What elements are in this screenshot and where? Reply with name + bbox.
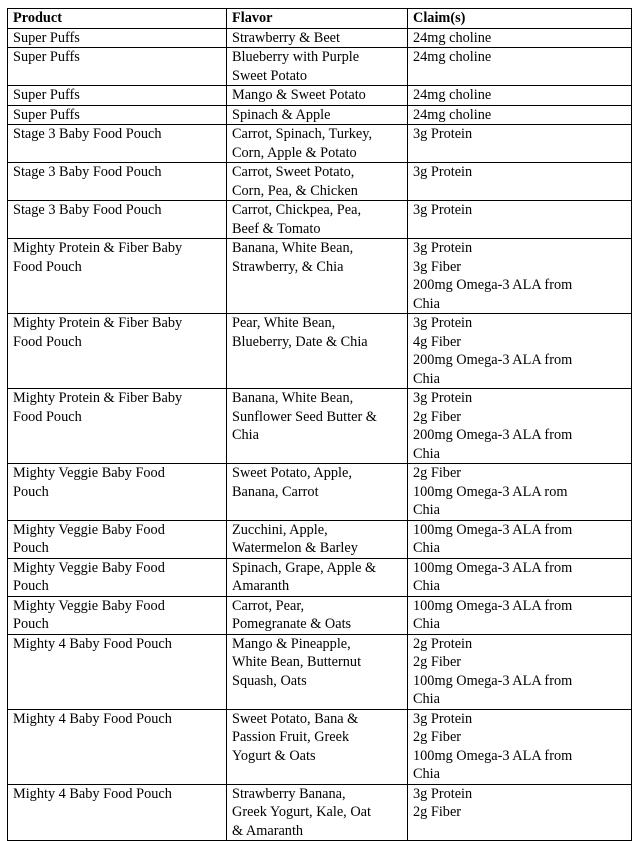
table-row [8, 314, 632, 389]
claims-cell-line: 24mg choline [413, 106, 492, 123]
claims-cell-line: 100mg Omega-3 ALA from [413, 747, 573, 764]
claims-cell [408, 596, 632, 634]
table-row [8, 105, 632, 125]
claims-cell-line: 3g Fiber [413, 258, 462, 275]
flavor-cell [227, 201, 408, 239]
flavor-cell-line: Carrot, Pear, [232, 597, 305, 614]
product-cell [8, 105, 227, 125]
flavor-cell [227, 314, 408, 389]
claims-cell-line: 2g Fiber [413, 408, 462, 425]
claims-cell-line: 200mg Omega-3 ALA from [413, 352, 573, 368]
product-cell [8, 464, 227, 521]
table-row [8, 464, 632, 521]
flavor-cell [227, 105, 408, 125]
product-cell-line: Super Puffs [13, 87, 80, 103]
product-cell-line: Mighty Veggie Baby Food [13, 559, 165, 576]
flavor-cell [227, 709, 408, 784]
product-cell [8, 709, 227, 784]
header-row [8, 9, 632, 29]
claims-cell [408, 105, 632, 125]
flavor-cell [227, 28, 408, 48]
product-cell-line: Mighty Protein & Fiber Baby [13, 390, 183, 406]
claims-cell-line: Chia [413, 578, 441, 594]
product-cell [8, 314, 227, 389]
claims-cell [408, 163, 632, 201]
claims-cell-line: 200mg Omega-3 ALA from [413, 427, 573, 443]
claims-cell-line: 100mg Omega-3 ALA from [413, 559, 573, 576]
flavor-cell-line: Banana, White Bean, [232, 390, 354, 406]
flavor-cell-line: & Amaranth [232, 822, 304, 839]
flavor-cell [227, 520, 408, 558]
product-cell-line: Food Pouch [13, 333, 82, 350]
flavor-cell-line: Blueberry with Purple [232, 49, 360, 65]
claims-cell-line: 3g Protein [413, 785, 473, 802]
claims-cell-line: 100mg Omega-3 ALA rom [413, 483, 568, 500]
claims-cell-line: 3g Protein [413, 390, 473, 406]
table-row [8, 784, 632, 841]
header-flavor: Flavor [227, 9, 408, 29]
product-cell-line: Pouch [13, 578, 49, 594]
claims-cell [408, 86, 632, 106]
flavor-cell-line: Sweet Potato, Apple, [232, 465, 352, 481]
product-cell-line: Super Puffs [13, 106, 80, 123]
claims-cell-line: Chia [413, 766, 441, 782]
claims-cell-line: 3g Protein [413, 315, 473, 331]
claims-cell-line: 3g Protein [413, 164, 473, 180]
claims-cell-line: 100mg Omega-3 ALA from [413, 521, 573, 538]
flavor-cell-line: Strawberry Banana, [232, 785, 346, 802]
flavor-cell-line: Pear, White Bean, [232, 315, 336, 331]
flavor-cell-line: Spinach & Apple [232, 106, 331, 123]
claims-cell [408, 239, 632, 314]
product-cell-line: Mighty 4 Baby Food Pouch [13, 785, 172, 802]
product-cell-line: Mighty Veggie Baby Food [13, 597, 165, 614]
product-cell [8, 163, 227, 201]
claims-cell-line: 2g Fiber [413, 729, 462, 745]
flavor-cell-line: Corn, Pea, & Chicken [232, 182, 358, 199]
flavor-cell [227, 239, 408, 314]
flavor-cell-line: Mango & Sweet Potato [232, 87, 366, 103]
table-row [8, 239, 632, 314]
table-body [8, 28, 632, 841]
product-cell-line: Pouch [13, 616, 49, 632]
claims-cell [408, 520, 632, 558]
claims-cell-line: 3g Protein [413, 240, 473, 256]
flavor-cell [227, 86, 408, 106]
claims-cell-line: Chia [413, 540, 441, 556]
product-cell-line: Mighty 4 Baby Food Pouch [13, 635, 172, 652]
table-row [8, 558, 632, 596]
product-cell-line: Mighty Veggie Baby Food [13, 521, 165, 538]
flavor-cell-line: Banana, White Bean, [232, 240, 354, 256]
flavor-cell-line: Banana, Carrot [232, 483, 319, 500]
table-row [8, 28, 632, 48]
product-cell-line: Stage 3 Baby Food Pouch [13, 164, 162, 180]
product-cell-line: Stage 3 Baby Food Pouch [13, 202, 162, 218]
flavor-cell [227, 784, 408, 841]
product-cell [8, 86, 227, 106]
claims-cell-line: Chia [413, 370, 441, 387]
table-row [8, 86, 632, 106]
product-cell-line: Mighty Veggie Baby Food [13, 465, 165, 481]
table-row [8, 201, 632, 239]
claims-cell-line: 4g Fiber [413, 333, 462, 350]
product-cell [8, 389, 227, 464]
flavor-cell-line: Corn, Apple & Potato [232, 144, 357, 161]
claims-cell-line: 2g Protein [413, 635, 473, 652]
product-cell-line: Mighty Protein & Fiber Baby [13, 240, 183, 256]
product-cell [8, 558, 227, 596]
flavor-cell-line: Watermelon & Barley [232, 540, 358, 556]
claims-cell-line: 3g Protein [413, 710, 473, 727]
product-cell-line: Super Puffs [13, 49, 80, 65]
product-cell-line: Mighty 4 Baby Food Pouch [13, 710, 172, 727]
table-row [8, 125, 632, 163]
claims-cell-line: 200mg Omega-3 ALA from [413, 277, 573, 293]
flavor-cell [227, 48, 408, 86]
table-row [8, 163, 632, 201]
product-cell-line: Mighty Protein & Fiber Baby [13, 315, 183, 331]
product-cell [8, 28, 227, 48]
table-row [8, 596, 632, 634]
flavor-cell-line: Strawberry, & Chia [232, 258, 344, 275]
flavor-cell [227, 634, 408, 709]
claims-cell [408, 558, 632, 596]
flavor-cell-line: Zucchini, Apple, [232, 521, 328, 538]
claims-cell [408, 314, 632, 389]
flavor-cell-line: Sweet Potato, Bana & [232, 710, 359, 727]
table-row [8, 48, 632, 86]
product-cell [8, 596, 227, 634]
product-cell-line: Pouch [13, 540, 49, 556]
product-cell-line: Food Pouch [13, 258, 82, 275]
claims-cell-line: 100mg Omega-3 ALA from [413, 597, 573, 614]
claims-cell-line: Chia [413, 295, 441, 312]
claims-cell-line: 100mg Omega-3 ALA from [413, 672, 573, 689]
product-claims-table [7, 8, 632, 841]
product-cell [8, 201, 227, 239]
claims-cell [408, 389, 632, 464]
flavor-cell [227, 596, 408, 634]
flavor-cell-line: Carrot, Spinach, Turkey, [232, 126, 373, 142]
flavor-cell-line: Greek Yogurt, Kale, Oat [232, 804, 371, 820]
flavor-cell-line: Spinach, Grape, Apple & [232, 559, 377, 576]
product-cell [8, 634, 227, 709]
claims-cell [408, 125, 632, 163]
claims-cell-line: 24mg choline [413, 29, 492, 46]
table-header [8, 9, 632, 29]
table-row [8, 709, 632, 784]
flavor-cell-line: Amaranth [232, 578, 290, 594]
claims-cell-line: Chia [413, 691, 441, 707]
flavor-cell-line: Sunflower Seed Butter & [232, 408, 377, 425]
flavor-cell-line: Mango & Pineapple, [232, 635, 351, 652]
claims-cell-line: Chia [413, 445, 441, 462]
claims-cell-line: 3g Protein [413, 126, 473, 142]
claims-cell [408, 28, 632, 48]
claims-cell [408, 201, 632, 239]
flavor-cell-line: Sweet Potato [232, 67, 308, 84]
product-cell [8, 784, 227, 841]
claims-cell [408, 784, 632, 841]
flavor-cell [227, 125, 408, 163]
flavor-cell-line: Chia [232, 427, 260, 443]
product-cell [8, 125, 227, 163]
flavor-cell-line: Blueberry, Date & Chia [232, 333, 368, 350]
claims-cell-line: 24mg choline [413, 49, 492, 65]
flavor-cell-line: White Bean, Butternut [232, 654, 362, 670]
claims-cell-line: 2g Fiber [413, 465, 462, 481]
flavor-cell [227, 163, 408, 201]
flavor-cell-line: Beef & Tomato [232, 220, 321, 237]
flavor-cell [227, 558, 408, 596]
header-product: Product [8, 9, 227, 29]
product-cell [8, 520, 227, 558]
claims-cell [408, 709, 632, 784]
flavor-cell [227, 464, 408, 521]
flavor-cell-line: Yogurt & Oats [232, 747, 316, 764]
product-cell [8, 239, 227, 314]
claims-cell-line: Chia [413, 502, 441, 518]
product-cell-line: Pouch [13, 483, 49, 500]
flavor-cell-line: Carrot, Sweet Potato, [232, 164, 355, 180]
flavor-cell-line: Strawberry & Beet [232, 29, 340, 46]
claims-cell-line: 2g Fiber [413, 654, 462, 670]
flavor-cell-line: Squash, Oats [232, 672, 307, 689]
product-cell-line: Super Puffs [13, 29, 80, 46]
header-claims: Claim(s) [408, 9, 632, 29]
claims-cell-line: 2g Fiber [413, 804, 462, 820]
flavor-cell-line: Passion Fruit, Greek [232, 729, 350, 745]
claims-cell-line: 3g Protein [413, 202, 473, 218]
product-cell [8, 48, 227, 86]
product-cell-line: Food Pouch [13, 408, 82, 425]
claims-cell [408, 48, 632, 86]
claims-cell [408, 634, 632, 709]
product-cell-line: Stage 3 Baby Food Pouch [13, 126, 162, 142]
claims-cell [408, 464, 632, 521]
claims-cell-line: Chia [413, 616, 441, 632]
claims-cell-line: 24mg choline [413, 87, 492, 103]
table-row [8, 634, 632, 709]
table-row [8, 520, 632, 558]
flavor-cell-line: Pomegranate & Oats [232, 616, 352, 632]
flavor-cell [227, 389, 408, 464]
flavor-cell-line: Carrot, Chickpea, Pea, [232, 202, 362, 218]
table-row [8, 389, 632, 464]
